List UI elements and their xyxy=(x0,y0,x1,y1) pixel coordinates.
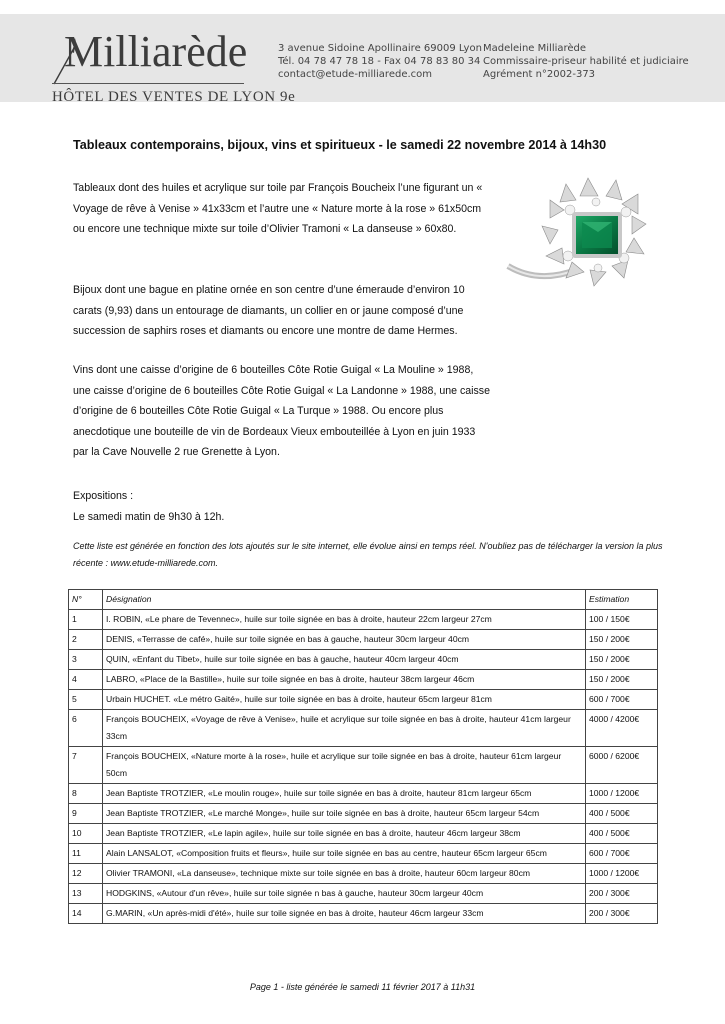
lot-estimate: 200 / 300€ xyxy=(586,904,658,924)
exhibitions-paragraph xyxy=(73,486,493,527)
auctioneer-name: Madeleine Milliarède xyxy=(483,43,587,54)
auctioneer-approval: Agrément n°2002-373 xyxy=(483,69,596,80)
lot-designation: François BOUCHEIX, «Voyage de rêve à Venise», huile et acrylique sur toile signée en bas à droite, hauteur 41cm largeur 33cm xyxy=(103,710,586,747)
table-row xyxy=(69,630,658,650)
lot-designation: LABRO, «Place de la Bastille», huile sur toile signée en bas à droite, hauteur 38cm largeur 46cm xyxy=(103,670,586,690)
auctioneer-role: Commissaire-priseur habilité et judiciaire xyxy=(483,56,689,67)
contact-email[interactable]: contact@etude-milliarede.com xyxy=(278,69,433,80)
letterhead xyxy=(0,14,725,105)
table-row xyxy=(69,670,658,690)
lot-designation: DENIS, «Terrasse de café», huile sur toile signée en bas à gauche, hauteur 30cm largeur 40cm xyxy=(103,630,586,650)
jewelry-paragraph: Bijoux dont une bague en platine ornée en son centre d’une émeraude d’environ 10 carats (9,93) dans un entourage de diamants, un collier en or jaune composé d’une succession de saphirs roses et diamants ou encore une montre de dame Hermes. xyxy=(73,284,465,337)
lot-number: 4 xyxy=(69,670,103,690)
lot-designation: Jean Baptiste TROTZIER, «Le marché Monge», huile sur toile signée en bas à droite, hauteur 65cm largeur 54cm xyxy=(103,804,586,824)
disclaimer-note: Cette liste est générée en fonction des lots ajoutés sur le site internet, elle évolue ainsi en temps réel. N'oubliez pas de télécharger la version la plus récente : www.etude-milliarede.com. xyxy=(73,541,663,568)
table-row xyxy=(69,884,658,904)
table-row xyxy=(69,650,658,670)
auctioneer-block xyxy=(483,42,689,81)
table-row xyxy=(69,784,658,804)
lots-table xyxy=(68,589,658,924)
table-row xyxy=(69,824,658,844)
exhibitions-heading: Expositions : xyxy=(73,490,134,502)
lot-estimate: 400 / 500€ xyxy=(586,804,658,824)
table-row xyxy=(69,804,658,824)
lot-designation: I. ROBIN, «Le phare de Tevennec», huile sur toile signée en bas à droite, hauteur 22cm largeur 27cm xyxy=(103,610,586,630)
sale-title: Tableaux contemporains, bijoux, vins et spiritueux - le samedi 22 novembre 2014 à 14h30 xyxy=(73,138,607,152)
page-footer: Page 1 - liste générée le samedi 11 février 2017 à 11h31 xyxy=(249,982,476,992)
contact-address: 3 avenue Sidoine Apollinaire 69009 Lyon xyxy=(278,43,482,54)
lot-number: 6 xyxy=(69,710,103,747)
lot-number: 11 xyxy=(69,844,103,864)
lot-number: 9 xyxy=(69,804,103,824)
lot-number: 3 xyxy=(69,650,103,670)
lot-estimate: 4000 / 4200€ xyxy=(586,710,658,747)
lot-number: 5 xyxy=(69,690,103,710)
table-row xyxy=(69,610,658,630)
logo-name: Milliarède xyxy=(64,27,248,76)
logo-subtitle: HÔTEL DES VENTES DE LYON 9e xyxy=(52,89,296,105)
lot-estimate: 100 / 150€ xyxy=(586,610,658,630)
lot-number: 12 xyxy=(69,864,103,884)
header-number: N° xyxy=(69,590,103,610)
header-estimate: Estimation xyxy=(586,590,658,610)
table-row xyxy=(69,904,658,924)
lot-estimate: 150 / 200€ xyxy=(586,650,658,670)
lot-estimate: 400 / 500€ xyxy=(586,824,658,844)
logo xyxy=(52,27,296,108)
lot-designation: Jean Baptiste TROTZIER, «Le lapin agile», huile sur toile signée en bas à droite, hauteur 46cm largeur 38cm xyxy=(103,824,586,844)
table-header-row xyxy=(69,590,658,610)
lot-estimate: 6000 / 6200€ xyxy=(586,747,658,784)
lot-number: 1 xyxy=(69,610,103,630)
lot-estimate: 150 / 200€ xyxy=(586,670,658,690)
lot-estimate: 1000 / 1200€ xyxy=(586,784,658,804)
lot-designation: G.MARIN, «Un après-midi d'été», huile sur toile signée en bas à droite, hauteur 46cm largeur 33cm xyxy=(103,904,586,924)
contact-phone: Tél. 04 78 47 78 18 - Fax 04 78 83 80 34 xyxy=(278,56,481,67)
lot-estimate: 150 / 200€ xyxy=(586,630,658,650)
lot-designation: HODGKINS, «Autour d'un rêve», huile sur toile signée n bas à gauche, hauteur 30cm largeur 40cm xyxy=(103,884,586,904)
lot-number: 14 xyxy=(69,904,103,924)
logo-divider xyxy=(52,83,244,84)
table-row xyxy=(69,747,658,784)
lot-number: 8 xyxy=(69,784,103,804)
contact-block xyxy=(278,42,482,81)
exhibitions-time: Le samedi matin de 9h30 à 12h. xyxy=(73,510,225,523)
table-row xyxy=(69,844,658,864)
paintings-paragraph: Tableaux dont des huiles et acrylique sur toile par François Boucheix l’une figurant un « Voyage de rêve à Venise » 41x33cm et l’autre une « Nature morte à la rose » 61x50cm ou encore une technique mixte sur toile d’Olivier Tramoni « La danseuse » 60x80. xyxy=(73,182,483,235)
lot-estimate: 600 / 700€ xyxy=(586,844,658,864)
lot-designation: Urbain HUCHET. «Le métro Gaité», huile sur toile signée en bas à droite, hauteur 65cm largeur 81cm xyxy=(103,690,586,710)
lot-estimate: 600 / 700€ xyxy=(586,690,658,710)
lot-number: 7 xyxy=(69,747,103,784)
lot-estimate: 200 / 300€ xyxy=(586,884,658,904)
header-designation: Désignation xyxy=(103,590,586,610)
lot-designation: Jean Baptiste TROTZIER, «Le moulin rouge», huile sur toile signée en bas à droite, hauteur 81cm largeur 65cm xyxy=(103,784,586,804)
table-row xyxy=(69,710,658,747)
lot-designation: Olivier TRAMONI, «La danseuse», technique mixte sur toile signée en bas à droite, hauteur 60cm largeur 80cm xyxy=(103,864,586,884)
lot-designation: QUIN, «Enfant du Tibet», huile sur toile signée en bas à gauche, hauteur 40cm largeur 40cm xyxy=(103,650,586,670)
lot-designation: Alain LANSALOT, «Composition fruits et fleurs», huile sur toile signée en bas au centre, hauteur 65cm largeur 65cm xyxy=(103,844,586,864)
lot-number: 13 xyxy=(69,884,103,904)
lot-designation: François BOUCHEIX, «Nature morte à la rose», huile et acrylique sur toile signée en bas à droite, hauteur 61cm largeur 50cm xyxy=(103,747,586,784)
lot-number: 2 xyxy=(69,630,103,650)
lot-number: 10 xyxy=(69,824,103,844)
table-row xyxy=(69,864,658,884)
lot-estimate: 1000 / 1200€ xyxy=(586,864,658,884)
table-row xyxy=(69,690,658,710)
emerald-ring-image xyxy=(498,174,668,292)
wines-paragraph: Vins dont une caisse d’origine de 6 bouteilles Côte Rotie Guigal « La Mouline » 1988, une caisse d’origine de 6 bouteilles Côte Rotie Guigal « La Landonne » 1988, une caisse d’origine de 6 bouteilles Côte Rotie Guigal « La Turque » 1988. Ou encore plus anecdotique une bouteille de vin de Bordeaux Vieux embouteillée à Lyon en juin 1933 par la Cave Nouvelle 2 rue Grenette à Lyon. xyxy=(73,364,490,458)
